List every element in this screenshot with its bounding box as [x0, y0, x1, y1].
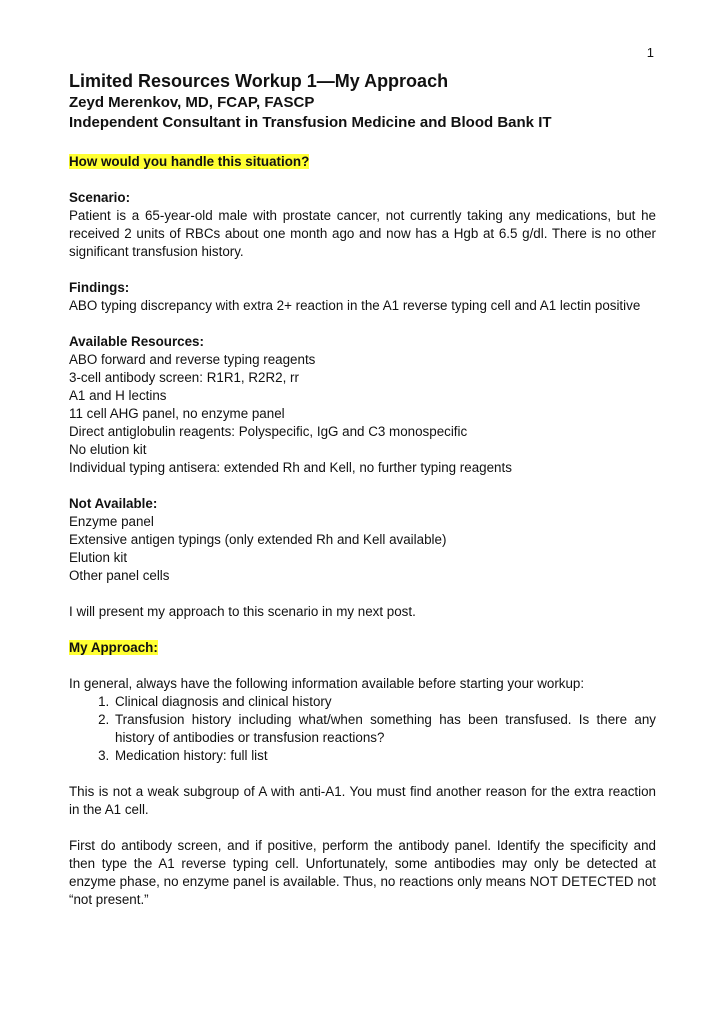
available-item: 3-cell antibody screen: R1R1, R2R2, rr — [69, 370, 299, 385]
approach-heading-line — [69, 639, 656, 657]
available-item: Individual typing antisera: extended Rh and Kell, no further typing reagents — [69, 460, 512, 475]
question-line — [69, 153, 656, 171]
available-item: A1 and H lectins — [69, 388, 167, 403]
approach-paragraph-1: This is not a weak subgroup of A with anti-A1. You must find another reason for the extra reaction in the A1 cell. — [69, 784, 656, 817]
approach-intro: In general, always have the following information available before starting your workup: — [69, 676, 585, 691]
approach-list-item: 3. Medication history: full list — [113, 747, 656, 765]
scenario-heading: Scenario: — [69, 190, 131, 205]
approach-list-item: 1. Clinical diagnosis and clinical history — [113, 693, 656, 711]
not-available-item: Other panel cells — [69, 568, 170, 583]
page-number: 1 — [646, 45, 654, 60]
available-item: 11 cell AHG panel, no enzyme panel — [69, 406, 285, 421]
not-available-item: Enzyme panel — [69, 514, 154, 529]
document-title: Limited Resources Workup 1—My Approach — [69, 71, 449, 91]
not-available-item: Elution kit — [69, 550, 128, 565]
approach-heading: My Approach: — [69, 640, 158, 655]
findings-heading: Findings: — [69, 280, 130, 295]
affiliation-line: Independent Consultant in Transfusion Medicine and Blood Bank IT — [69, 114, 552, 131]
available-item: ABO forward and reverse typing reagents — [69, 352, 316, 367]
approach-paragraph-2: First do antibody screen, and if positive, perform the antibody panel. Identify the specificity and then type the A1 reverse typing cell. Unfortunately, some antibodies may only be detected at enzyme phase, no enzyme panel is available. Thus, no reactions only means NOT DETECTED not “not present.” — [69, 838, 656, 907]
present-note: I will present my approach to this scenario in my next post. — [69, 604, 416, 619]
available-item: Direct antiglobulin reagents: Polyspecific, IgG and C3 monospecific — [69, 424, 468, 439]
not-available-item: Extensive antigen typings (only extended Rh and Kell available) — [69, 532, 447, 547]
approach-list — [69, 693, 656, 765]
author-line: Zeyd Merenkov, MD, FCAP, FASCP — [69, 94, 315, 111]
available-item: No elution kit — [69, 442, 147, 457]
findings-text: ABO typing discrepancy with extra 2+ reaction in the A1 reverse typing cell and A1 lectin positive — [69, 298, 641, 313]
approach-list-item: 2. Transfusion history including what/when something has been transfused. Is there any history of antibodies or transfusion reactions? — [113, 711, 656, 747]
scenario-text: Patient is a 65-year-old male with prostate cancer, not currently taking any medications, but he received 2 units of RBCs about one month ago and now has a Hgb at 6.5 g/dl. There is no other significant transfusion history. — [69, 208, 656, 259]
not-available-heading: Not Available: — [69, 496, 158, 511]
available-heading: Available Resources: — [69, 334, 204, 349]
document-body — [69, 70, 656, 909]
question-highlight: How would you handle this situation? — [69, 154, 310, 169]
